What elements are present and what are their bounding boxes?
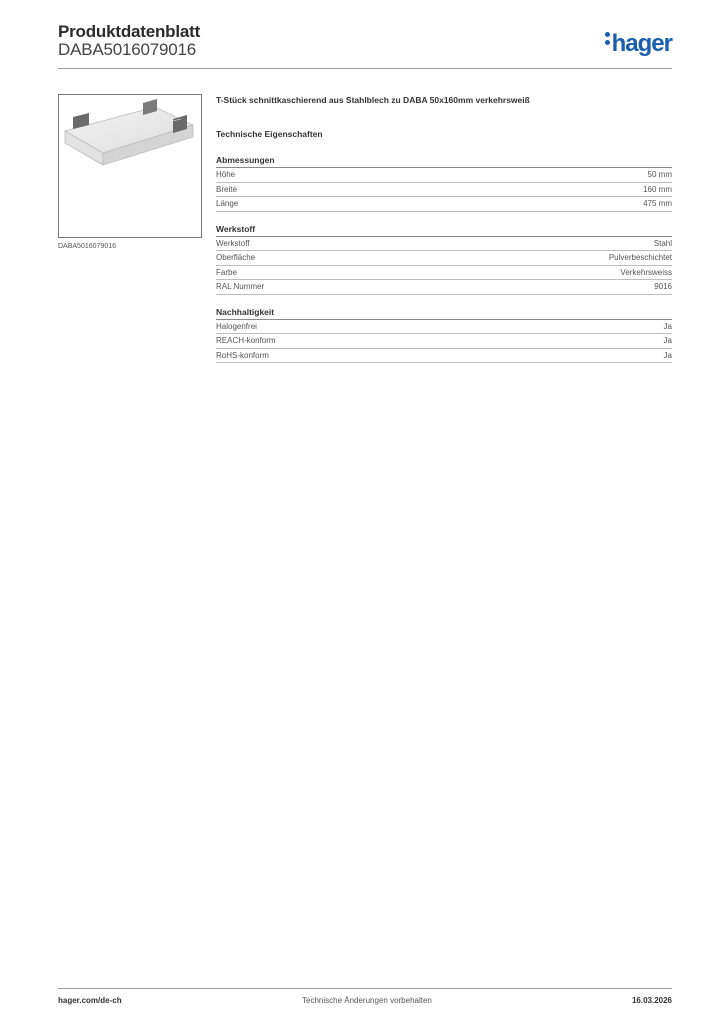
property-label: RAL Nummer bbox=[216, 282, 265, 291]
property-row bbox=[216, 334, 672, 349]
footer-website-link[interactable]: hager.com/de-ch bbox=[58, 996, 122, 1005]
property-row bbox=[216, 197, 672, 212]
hager-logo bbox=[605, 30, 672, 58]
property-label: Oberfläche bbox=[216, 253, 256, 262]
footer-disclaimer: Technische Änderungen vorbehalten bbox=[302, 996, 432, 1005]
property-value: Ja bbox=[663, 321, 672, 331]
property-label: REACH-konform bbox=[216, 336, 276, 345]
property-row bbox=[216, 349, 672, 364]
section-title: Werkstoff bbox=[216, 224, 672, 237]
property-value: Pulverbeschichtet bbox=[608, 253, 672, 262]
product-details bbox=[216, 95, 672, 363]
property-label: Werkstoff bbox=[216, 238, 250, 248]
property-value: Ja bbox=[663, 336, 672, 345]
property-value: Verkehrsweiss bbox=[620, 267, 672, 277]
property-row bbox=[216, 237, 672, 252]
header-divider bbox=[58, 68, 672, 69]
property-value: 475 mm bbox=[643, 199, 672, 208]
property-row bbox=[216, 183, 672, 198]
image-caption: DABA5016079016 bbox=[58, 243, 116, 250]
property-label: Breite bbox=[216, 184, 237, 194]
footer-date: 16.03.2026 bbox=[631, 996, 672, 1005]
section-title: Abmessungen bbox=[216, 155, 672, 168]
page-title: Produktdatenblatt bbox=[58, 22, 201, 41]
property-row bbox=[216, 266, 672, 281]
product-description: T-Stück schnittkaschierend aus Stahlblech zu DABA 50x160mm verkehrsweiß bbox=[216, 95, 530, 105]
property-row bbox=[216, 320, 672, 335]
product-number: DABA5016079016 bbox=[58, 40, 197, 59]
property-row bbox=[216, 251, 672, 266]
section-sustainability bbox=[216, 307, 672, 364]
product-photo-illustration bbox=[59, 95, 201, 237]
property-label: Farbe bbox=[216, 267, 237, 277]
property-value: 50 mm bbox=[647, 170, 672, 179]
property-row bbox=[216, 280, 672, 295]
property-value: 160 mm bbox=[643, 184, 672, 194]
logo-dots-icon bbox=[605, 32, 610, 48]
property-value: Ja bbox=[663, 350, 672, 360]
logo-text: hager bbox=[611, 30, 672, 57]
property-row bbox=[216, 168, 672, 183]
property-label: Länge bbox=[216, 199, 239, 208]
property-label: Höhe bbox=[216, 170, 236, 179]
property-value: Stahl bbox=[653, 238, 672, 248]
product-image bbox=[58, 94, 202, 238]
property-label: Halogenfrei bbox=[216, 321, 257, 331]
footer-divider bbox=[58, 988, 672, 989]
section-dimensions bbox=[216, 155, 672, 212]
technical-properties-heading: Technische Eigenschaften bbox=[216, 129, 323, 139]
property-value: 9016 bbox=[654, 282, 672, 291]
section-material bbox=[216, 224, 672, 295]
property-label: RoHS-konform bbox=[216, 350, 269, 360]
section-title: Nachhaltigkeit bbox=[216, 307, 672, 320]
